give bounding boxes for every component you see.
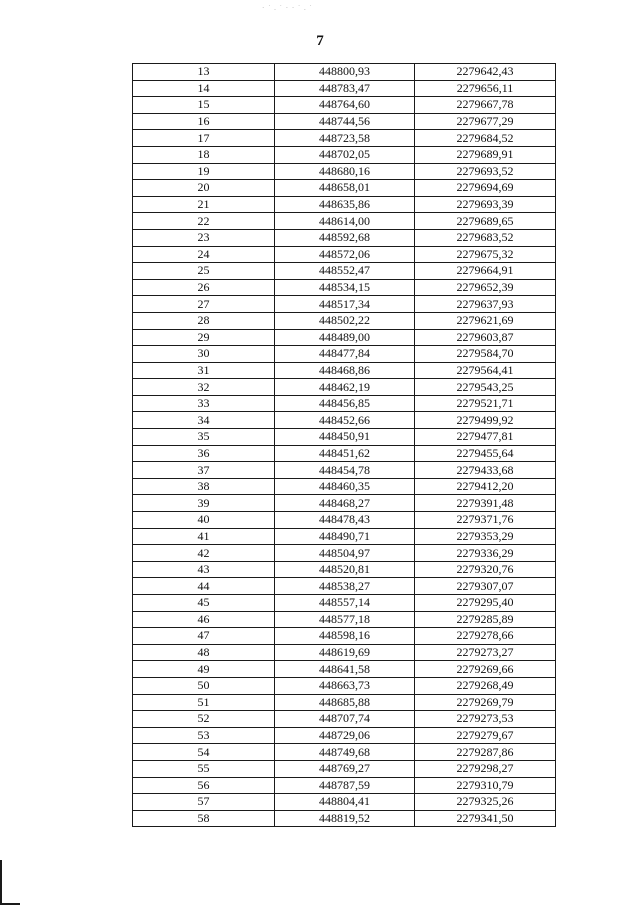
y-coordinate-cell: 2279285,89 [415,611,556,628]
y-coordinate-cell: 2279656,11 [415,80,556,97]
x-coordinate-cell: 448520,81 [275,561,415,578]
x-coordinate-cell: 448572,06 [275,246,415,263]
point-number-cell: 35 [133,429,275,446]
y-coordinate-cell: 2279621,69 [415,312,556,329]
y-coordinate-cell: 2279279,67 [415,727,556,744]
y-coordinate-cell: 2279689,91 [415,146,556,163]
point-number-cell: 36 [133,445,275,462]
point-number-cell: 13 [133,64,275,81]
table-row [133,113,556,130]
point-number-cell: 28 [133,312,275,329]
x-coordinate-cell: 448534,15 [275,279,415,296]
x-coordinate-cell: 448450,91 [275,429,415,446]
x-coordinate-cell: 448477,84 [275,346,415,363]
point-number-cell: 44 [133,578,275,595]
y-coordinate-cell: 2279287,86 [415,744,556,761]
table-row [133,395,556,412]
x-coordinate-cell: 448641,58 [275,661,415,678]
table-row [133,429,556,446]
x-coordinate-cell: 448658,01 [275,180,415,197]
y-coordinate-cell: 2279693,52 [415,163,556,180]
point-number-cell: 25 [133,263,275,280]
y-coordinate-cell: 2279341,50 [415,810,556,827]
point-number-cell: 45 [133,595,275,612]
x-coordinate-cell: 448614,00 [275,213,415,230]
x-coordinate-cell: 448707,74 [275,711,415,728]
point-number-cell: 26 [133,279,275,296]
y-coordinate-cell: 2279637,93 [415,296,556,313]
y-coordinate-cell: 2279310,79 [415,777,556,794]
x-coordinate-cell: 448517,34 [275,296,415,313]
table-row [133,263,556,280]
table-row [133,578,556,595]
y-coordinate-cell: 2279499,92 [415,412,556,429]
y-coordinate-cell: 2279675,32 [415,246,556,263]
x-coordinate-cell: 448680,16 [275,163,415,180]
point-number-cell: 55 [133,760,275,777]
table-row [133,279,556,296]
table-row [133,611,556,628]
table-row [133,495,556,512]
point-number-cell: 41 [133,528,275,545]
y-coordinate-cell: 2279278,66 [415,628,556,645]
y-coordinate-cell: 2279642,43 [415,64,556,81]
x-coordinate-cell: 448723,58 [275,130,415,147]
y-coordinate-cell: 2279477,81 [415,429,556,446]
y-coordinate-cell: 2279298,27 [415,760,556,777]
point-number-cell: 56 [133,777,275,794]
point-number-cell: 57 [133,794,275,811]
point-number-cell: 16 [133,113,275,130]
coordinates-table-body [133,64,556,827]
table-row [133,478,556,495]
x-coordinate-cell: 448462,19 [275,379,415,396]
y-coordinate-cell: 2279543,25 [415,379,556,396]
scan-edge-mark [0,860,2,905]
x-coordinate-cell: 448552,47 [275,263,415,280]
table-row [133,727,556,744]
y-coordinate-cell: 2279683,52 [415,229,556,246]
table-row [133,677,556,694]
table-row [133,196,556,213]
y-coordinate-cell: 2279336,29 [415,545,556,562]
x-coordinate-cell: 448456,85 [275,395,415,412]
table-row [133,512,556,529]
table-row [133,694,556,711]
point-number-cell: 43 [133,561,275,578]
table-row [133,528,556,545]
y-coordinate-cell: 2279677,29 [415,113,556,130]
point-number-cell: 49 [133,661,275,678]
table-row [133,97,556,114]
y-coordinate-cell: 2279273,27 [415,644,556,661]
point-number-cell: 51 [133,694,275,711]
point-number-cell: 15 [133,97,275,114]
table-row [133,744,556,761]
y-coordinate-cell: 2279269,66 [415,661,556,678]
table-row [133,561,556,578]
point-number-cell: 21 [133,196,275,213]
x-coordinate-cell: 448663,73 [275,677,415,694]
table-row [133,445,556,462]
x-coordinate-cell: 448764,60 [275,97,415,114]
x-coordinate-cell: 448619,69 [275,644,415,661]
point-number-cell: 32 [133,379,275,396]
x-coordinate-cell: 448702,05 [275,146,415,163]
y-coordinate-cell: 2279325,26 [415,794,556,811]
point-number-cell: 19 [133,163,275,180]
point-number-cell: 23 [133,229,275,246]
y-coordinate-cell: 2279684,52 [415,130,556,147]
x-coordinate-cell: 448635,86 [275,196,415,213]
y-coordinate-cell: 2279371,76 [415,512,556,529]
point-number-cell: 17 [133,130,275,147]
y-coordinate-cell: 2279667,78 [415,97,556,114]
y-coordinate-cell: 2279307,07 [415,578,556,595]
point-number-cell: 31 [133,362,275,379]
x-coordinate-cell: 448577,18 [275,611,415,628]
x-coordinate-cell: 448744,56 [275,113,415,130]
point-number-cell: 53 [133,727,275,744]
x-coordinate-cell: 448504,97 [275,545,415,562]
y-coordinate-cell: 2279693,39 [415,196,556,213]
point-number-cell: 58 [133,810,275,827]
x-coordinate-cell: 448478,43 [275,512,415,529]
y-coordinate-cell: 2279295,40 [415,595,556,612]
x-coordinate-cell: 448819,52 [275,810,415,827]
table-row [133,362,556,379]
y-coordinate-cell: 2279269,79 [415,694,556,711]
table-row [133,760,556,777]
point-number-cell: 30 [133,346,275,363]
table-row [133,545,556,562]
point-number-cell: 52 [133,711,275,728]
x-coordinate-cell: 448460,35 [275,478,415,495]
point-number-cell: 54 [133,744,275,761]
x-coordinate-cell: 448787,59 [275,777,415,794]
table-row [133,329,556,346]
table-row [133,229,556,246]
x-coordinate-cell: 448468,27 [275,495,415,512]
x-coordinate-cell: 448468,86 [275,362,415,379]
x-coordinate-cell: 448490,71 [275,528,415,545]
table-row [133,628,556,645]
table-row [133,146,556,163]
table-row [133,64,556,81]
x-coordinate-cell: 448800,93 [275,64,415,81]
table-row [133,163,556,180]
x-coordinate-cell: 448749,68 [275,744,415,761]
point-number-cell: 38 [133,478,275,495]
table-row [133,296,556,313]
scan-noise: · ˙ . ˙ · · ˙ . ˙ [262,4,313,12]
table-row [133,180,556,197]
y-coordinate-cell: 2279564,41 [415,362,556,379]
table-row [133,777,556,794]
y-coordinate-cell: 2279603,87 [415,329,556,346]
x-coordinate-cell: 448783,47 [275,80,415,97]
point-number-cell: 42 [133,545,275,562]
table-row [133,661,556,678]
x-coordinate-cell: 448454,78 [275,462,415,479]
table-row [133,462,556,479]
y-coordinate-cell: 2279455,64 [415,445,556,462]
point-number-cell: 29 [133,329,275,346]
y-coordinate-cell: 2279521,71 [415,395,556,412]
x-coordinate-cell: 448452,66 [275,412,415,429]
table-row [133,213,556,230]
y-coordinate-cell: 2279273,53 [415,711,556,728]
table-row [133,711,556,728]
x-coordinate-cell: 448451,62 [275,445,415,462]
x-coordinate-cell: 448557,14 [275,595,415,612]
y-coordinate-cell: 2279412,20 [415,478,556,495]
table-row [133,312,556,329]
coordinates-table [132,63,556,827]
point-number-cell: 46 [133,611,275,628]
point-number-cell: 14 [133,80,275,97]
point-number-cell: 37 [133,462,275,479]
table-row [133,412,556,429]
table-row [133,80,556,97]
table-row [133,644,556,661]
x-coordinate-cell: 448502,22 [275,312,415,329]
table-row [133,595,556,612]
table-row [133,346,556,363]
y-coordinate-cell: 2279391,48 [415,495,556,512]
point-number-cell: 39 [133,495,275,512]
x-coordinate-cell: 448685,88 [275,694,415,711]
point-number-cell: 20 [133,180,275,197]
table-row [133,794,556,811]
x-coordinate-cell: 448769,27 [275,760,415,777]
y-coordinate-cell: 2279353,29 [415,528,556,545]
y-coordinate-cell: 2279320,76 [415,561,556,578]
y-coordinate-cell: 2279664,91 [415,263,556,280]
y-coordinate-cell: 2279652,39 [415,279,556,296]
point-number-cell: 18 [133,146,275,163]
y-coordinate-cell: 2279694,69 [415,180,556,197]
y-coordinate-cell: 2279433,68 [415,462,556,479]
point-number-cell: 24 [133,246,275,263]
table-row [133,810,556,827]
x-coordinate-cell: 448804,41 [275,794,415,811]
point-number-cell: 40 [133,512,275,529]
table-row [133,246,556,263]
x-coordinate-cell: 448729,06 [275,727,415,744]
point-number-cell: 22 [133,213,275,230]
point-number-cell: 33 [133,395,275,412]
point-number-cell: 50 [133,677,275,694]
table-row [133,379,556,396]
point-number-cell: 27 [133,296,275,313]
x-coordinate-cell: 448598,16 [275,628,415,645]
y-coordinate-cell: 2279584,70 [415,346,556,363]
point-number-cell: 34 [133,412,275,429]
y-coordinate-cell: 2279268,49 [415,677,556,694]
x-coordinate-cell: 448592,68 [275,229,415,246]
table-row [133,130,556,147]
page-number: 7 [316,33,324,49]
x-coordinate-cell: 448538,27 [275,578,415,595]
x-coordinate-cell: 448489,00 [275,329,415,346]
point-number-cell: 48 [133,644,275,661]
point-number-cell: 47 [133,628,275,645]
y-coordinate-cell: 2279689,65 [415,213,556,230]
